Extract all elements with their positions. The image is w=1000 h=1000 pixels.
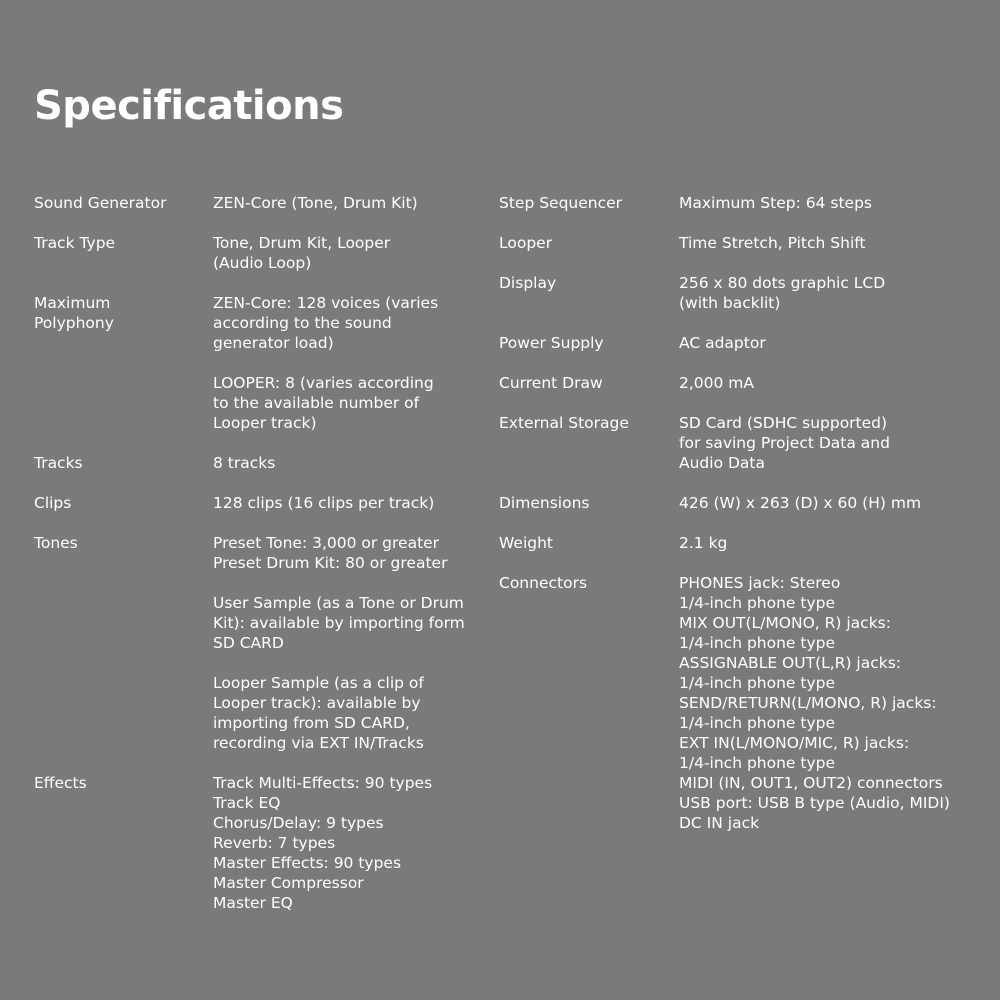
spec-value-line: Master Effects: 90 types (213, 854, 402, 872)
spec-label (499, 333, 604, 353)
spec-value-line: ZEN-Core: 128 voices (varies (213, 294, 439, 312)
spec-label-line: Track Type (34, 234, 116, 252)
spec-value-line: 1/4-inch phone type (679, 674, 835, 692)
spec-value-line: USB port: USB B type (Audio, MIDI) (679, 794, 950, 812)
spec-label-line: Looper (499, 234, 553, 252)
spec-value-line: ASSIGNABLE OUT(L,R) jacks: (679, 654, 902, 672)
spec-value (679, 493, 921, 513)
spec-value-line: according to the sound (213, 314, 392, 332)
spec-value (213, 293, 438, 353)
spec-value-line: for saving Project Data and (679, 434, 890, 452)
spec-label (499, 373, 603, 393)
spec-value-line: 1/4-inch phone type (679, 594, 835, 612)
spec-value-line: Chorus/Delay: 9 types (213, 814, 384, 832)
spec-value (679, 233, 866, 253)
spec-value-line: to the available number of (213, 394, 420, 412)
spec-value-line: 426 (W) x 263 (D) x 60 (H) mm (679, 494, 922, 512)
page-title: Specifications (34, 83, 344, 129)
spec-value-line: Track EQ (213, 794, 281, 812)
spec-value-line: Master EQ (213, 894, 293, 912)
spec-value (213, 373, 434, 433)
spec-value-line: 2.1 kg (679, 534, 728, 552)
spec-label-line: Connectors (499, 574, 588, 592)
spec-label-line: Weight (499, 534, 554, 552)
spec-value-line: SD Card (SDHC supported) (679, 414, 888, 432)
spec-value-line: Looper track) (213, 414, 317, 432)
spec-label (499, 413, 629, 433)
spec-value-line: Master Compressor (213, 874, 364, 892)
spec-value (679, 413, 890, 473)
spec-value-line: ZEN-Core (Tone, Drum Kit) (213, 194, 418, 212)
spec-label (499, 533, 553, 553)
spec-value-line: Looper track): available by (213, 694, 421, 712)
spec-value (213, 233, 390, 273)
spec-label-line: Power Supply (499, 334, 604, 352)
spec-label (34, 773, 87, 793)
spec-label-line: Tracks (34, 454, 83, 472)
spec-label (499, 193, 622, 213)
spec-label (499, 273, 556, 293)
spec-value-line: Track Multi-Effects: 90 types (213, 774, 433, 792)
spec-label (499, 573, 587, 593)
spec-value-line: Looper Sample (as a clip of (213, 674, 424, 692)
spec-value-line: 1/4-inch phone type (679, 714, 835, 732)
spec-value-line: SD CARD (213, 634, 284, 652)
spec-value-line: LOOPER: 8 (varies according (213, 374, 434, 392)
spec-label (499, 493, 589, 513)
spec-label-line: Effects (34, 774, 87, 792)
spec-value-line: SEND/RETURN(L/MONO, R) jacks: (679, 694, 937, 712)
spec-value (213, 673, 424, 753)
spec-label (34, 533, 78, 553)
spec-value-line: Maximum Step: 64 steps (679, 194, 872, 212)
spec-value (213, 493, 434, 513)
spec-value-line: (with backlit) (679, 294, 781, 312)
spec-value-line: Kit): available by importing form (213, 614, 465, 632)
spec-label-line: Tones (34, 534, 78, 552)
spec-value (679, 333, 766, 353)
spec-value (679, 533, 727, 553)
spec-value-line: 256 x 80 dots graphic LCD (679, 274, 886, 292)
spec-label (499, 233, 552, 253)
spec-value (679, 573, 950, 833)
spec-value (213, 453, 275, 473)
spec-value (679, 373, 754, 393)
spec-label-line: Dimensions (499, 494, 590, 512)
spec-value-line: MIDI (IN, OUT1, OUT2) connectors (679, 774, 943, 792)
spec-value (679, 193, 872, 213)
spec-value-line: Reverb: 7 types (213, 834, 336, 852)
spec-value-line: generator load) (213, 334, 334, 352)
spec-value-line: Audio Data (679, 454, 765, 472)
spec-value-line: 2,000 mA (679, 374, 755, 392)
spec-label (34, 293, 114, 333)
spec-label-line: Step Sequencer (499, 194, 623, 212)
spec-value-line: (Audio Loop) (213, 254, 312, 272)
spec-value-line: EXT IN(L/MONO/MIC, R) jacks: (679, 734, 910, 752)
spec-label (34, 233, 115, 253)
spec-label-line: Current Draw (499, 374, 603, 392)
spec-value (213, 193, 418, 213)
spec-value (213, 773, 432, 913)
spec-value-line: Preset Tone: 3,000 or greater (213, 534, 440, 552)
spec-label-line: Maximum (34, 294, 111, 312)
spec-label (34, 453, 83, 473)
spec-value (679, 273, 885, 313)
spec-value-line: 1/4-inch phone type (679, 634, 835, 652)
spec-value (213, 593, 465, 653)
spec-value-line: DC IN jack (679, 814, 760, 832)
spec-value-line: 8 tracks (213, 454, 276, 472)
spec-value-line: User Sample (as a Tone or Drum (213, 594, 464, 612)
spec-value-line: MIX OUT(L/MONO, R) jacks: (679, 614, 891, 632)
spec-value-line: Preset Drum Kit: 80 or greater (213, 554, 448, 572)
spec-label-line: External Storage (499, 414, 629, 432)
spec-label-line: Polyphony (34, 314, 114, 332)
spec-label-line: Clips (34, 494, 72, 512)
spec-value-line: AC adaptor (679, 334, 766, 352)
spec-label-line: Display (499, 274, 557, 292)
spec-value-line: Tone, Drum Kit, Looper (213, 234, 391, 252)
spec-value-line: Time Stretch, Pitch Shift (679, 234, 866, 252)
spec-value-line: 1/4-inch phone type (679, 754, 835, 772)
spec-value-line: importing from SD CARD, (213, 714, 410, 732)
spec-label-line: Sound Generator (34, 194, 167, 212)
spec-value-line: 128 clips (16 clips per track) (213, 494, 435, 512)
spec-value-line: PHONES jack: Stereo (679, 574, 841, 592)
spec-label (34, 493, 71, 513)
spec-label (34, 193, 166, 213)
spec-value-line: recording via EXT IN/Tracks (213, 734, 424, 752)
spec-value (213, 533, 447, 573)
